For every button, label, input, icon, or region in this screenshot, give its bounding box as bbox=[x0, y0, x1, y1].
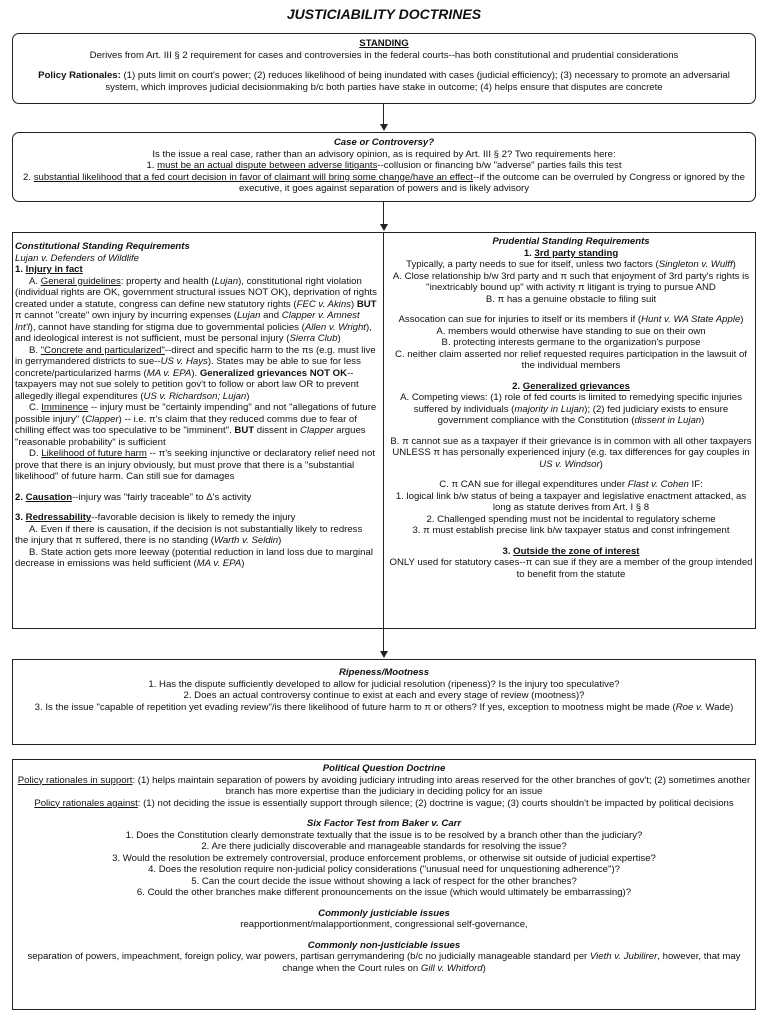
down-arrow-icon bbox=[380, 651, 388, 658]
t: Typically, a party needs to sue for itself, unless two factors ( bbox=[406, 259, 659, 270]
req-underlined: substantial likelihood that a fed court decision in favor of claimant will bring some change/have an effect bbox=[33, 171, 473, 183]
standing-heading: STANDING bbox=[359, 38, 409, 49]
against-label: Policy rationales against bbox=[34, 797, 138, 809]
case: Sierra Club bbox=[289, 333, 338, 344]
case: Singleton v. Wulff bbox=[658, 259, 733, 270]
association-b: B. protecting interests germane to the organization's purpose bbox=[441, 337, 701, 348]
label-u: Outside the zone of interest bbox=[513, 545, 640, 557]
label: D. bbox=[29, 448, 42, 459]
third-party-heading bbox=[389, 248, 753, 260]
prudential-heading: Prudential Standing Requirements bbox=[492, 236, 650, 247]
case-controversy-box bbox=[12, 132, 756, 202]
case: Lujan bbox=[214, 275, 239, 287]
association-c: C. neither claim asserted nor relief requested requires participation in the lawsuit of the individual members bbox=[395, 348, 747, 371]
redress-a bbox=[15, 524, 377, 547]
third-party-b: B. π has a genuine obstacle to filing suit bbox=[485, 293, 657, 305]
case: FEC v. Akins bbox=[296, 298, 351, 310]
constitutional-heading: Constitutional Standing Requirements bbox=[15, 241, 190, 252]
t: IF: bbox=[688, 479, 703, 490]
req-rest: --collusion or financing b/w "adverse" parties fails this test bbox=[377, 160, 622, 171]
t: ) bbox=[740, 314, 744, 325]
t: ) -- i.e. π's claim that they reduced comms due to fear of chilling effect was too speculative to be "imminent". bbox=[15, 413, 357, 436]
factor-1: 1. Does the Constitution clearly demonstrate textually that the issue is to be resolved by a branch other than the judiciary? bbox=[125, 829, 643, 841]
t: --taxpayers may not sue solely to petition gov't to follow or abort law OR to prevent allegedly illegal expenditures ( bbox=[15, 367, 359, 402]
constitutional-column bbox=[15, 241, 377, 570]
case: Lujan bbox=[236, 310, 261, 321]
label: C. bbox=[29, 402, 42, 413]
num: 1. bbox=[523, 247, 535, 259]
t: ) bbox=[599, 458, 603, 470]
grievances-c-1: 1. logical link b/w status of being a taxpayer and legislative enactment attacked, as long as statute derives from Art. I § 8 bbox=[395, 490, 747, 513]
case: Clapper bbox=[300, 425, 334, 436]
political-heading: Political Question Doctrine bbox=[322, 763, 446, 774]
label-u: Generalized grievances bbox=[522, 380, 630, 392]
redressability bbox=[15, 512, 377, 524]
third-party-a: A. Close relationship b/w 3rd party and π such that enjoyment of 3rd party's rights is "inextricably bound up" with activity π litigant is trying to pursue AND bbox=[392, 270, 750, 293]
standing-description: Derives from Art. III § 2 requirement for cases and controversies in the federal courts--has both constitutional and prudential considerations bbox=[89, 49, 679, 61]
redress-label: Redressability bbox=[25, 512, 92, 523]
non-justiciable-heading: Commonly non-justiciable issues bbox=[307, 939, 461, 951]
standing-requirements-box bbox=[12, 232, 756, 629]
t: : (1) not deciding the issue is essentially support through silence; (2) doctrine is vague; (3) courts shouldn't be impacted by political decisions bbox=[137, 797, 734, 809]
case: dissent in Lujan bbox=[634, 415, 702, 426]
case: Hunt v. WA State Apple bbox=[641, 314, 741, 325]
causation-label: Causation bbox=[25, 491, 73, 503]
factor-6: 6. Could the other branches make different pronouncements on the issue (which would ultimately be embarrassing)? bbox=[136, 887, 632, 898]
injury-b bbox=[15, 345, 377, 403]
num: 3. bbox=[502, 545, 514, 557]
policy-support bbox=[17, 775, 751, 798]
non-justiciable-text bbox=[17, 951, 751, 974]
t: Assocation can sue for injuries to itself or its members if ( bbox=[398, 314, 642, 325]
case: MA v. EPA bbox=[146, 367, 192, 379]
ripeness-heading: Ripeness/Mootness bbox=[338, 667, 430, 678]
t: A. Competing views: (1) role of fed courts is limited to remedying specific injuries suffered by individuals ( bbox=[400, 392, 742, 415]
grievances-c-2: 2. Challenged spending must not be incidental to regulatory scheme bbox=[426, 513, 716, 525]
case: Clapper bbox=[85, 413, 119, 425]
causation bbox=[15, 492, 377, 504]
six-factor-heading: Six Factor Test from Baker v. Carr bbox=[306, 818, 462, 829]
req-num: 2. bbox=[23, 171, 34, 183]
t: --direct and specific harm to the πs (e.g. must live in gerrymandered districts to sue-- bbox=[15, 344, 376, 367]
req-num: 1. bbox=[146, 160, 158, 171]
t: ) bbox=[482, 962, 486, 974]
t: ), constitutional right violation (individual rights are OK, government structural issues NOT OK), deprivation of rights created under a statute, congress can define new statutory rights ( bbox=[15, 275, 377, 310]
policy-text: (1) puts limit on court's power; (2) reduces likelihood of being inundated with cases (judicial efficiency); (3) necessary to promote an adversarial system, which improves judicial decisionmaking b/c both parties have stake in outcome; (4) helps ensure that disputes are concrete bbox=[105, 70, 730, 93]
case: Warth v. Seldin bbox=[213, 535, 279, 546]
down-arrow-icon bbox=[380, 224, 388, 231]
t: ) bbox=[732, 259, 736, 270]
t: , however, that may change when the Court rules on bbox=[282, 951, 741, 974]
political-question-box bbox=[12, 759, 756, 1010]
justiciable-heading: Commonly justiciable issues bbox=[318, 907, 450, 919]
injury-d bbox=[15, 448, 377, 483]
t: B. State action gets more leeway (potential reduction in land loss due to marginal decrease in emissions was held sufficient ( bbox=[15, 546, 373, 569]
column-divider bbox=[383, 233, 384, 628]
case-heading: Case or Controversy? bbox=[333, 137, 435, 148]
t: ) bbox=[241, 558, 245, 569]
t: π cannot "create" own injury by incurring expenses ( bbox=[15, 310, 237, 321]
connector-line bbox=[383, 104, 384, 126]
t: ) bbox=[350, 298, 357, 310]
t: dissent in bbox=[254, 425, 300, 436]
case: Roe v. bbox=[675, 701, 703, 713]
policy-against bbox=[17, 798, 751, 810]
bold: BUT bbox=[356, 298, 377, 310]
t: ) bbox=[701, 415, 705, 426]
t: B. π cannot sue as a taxpayer if their grievance is in common with all other taxpayers UNLESS π has personally experienced injury (e.g. tax differences for gay couples in bbox=[390, 435, 752, 458]
factor-4: 4. Does the resolution require non-judicial policy considerations ("unusual need for unquestioning adherence")? bbox=[148, 864, 620, 875]
t: separation of powers, impeachment, foreign policy, war powers, partisan gerrymandering (b/c no judicially manageable standard per bbox=[27, 951, 590, 962]
lujan-case: Lujan v. Defenders of Wildlife bbox=[15, 252, 139, 264]
factor-3: 3. Would the resolution be extremely controversial, produce enforcement problems, or otherwise sit outside of judicial expertise? bbox=[112, 852, 656, 864]
factor-5: 5. Can the court decide the issue without showing a lack of respect for the other branches? bbox=[191, 875, 577, 887]
t: 3. Is the issue "capable of repetition yet evading review"/is there likelihood of future harm to π or others? If yes, exception to mootness might be made ( bbox=[34, 701, 676, 713]
t: ) bbox=[246, 390, 250, 402]
factor-2: 2. Are there judicially discoverable and manageable standards for resolving the issue? bbox=[201, 841, 567, 852]
t: -- π's seeking injunctive or declaratory relief need not prove that there is an injury obviously, but must prove that there is a "substantial likelihood" of future harm. Can still sue for damages bbox=[15, 448, 376, 482]
ripeness-q1: 1. Has the dispute sufficiently developed to allow for judicial resolution (ripeness)? Is the injury too speculative? bbox=[148, 678, 620, 690]
connector-line bbox=[383, 202, 384, 226]
case-requirement-2 bbox=[23, 172, 745, 195]
req-underlined: must be an actual dispute between adverse litigants bbox=[157, 160, 378, 171]
t: --favorable decision is likely to remedy the injury bbox=[91, 512, 296, 523]
ripeness-q2: 2. Does an actual controversy continue to exist at each and every stage of review (mootness)? bbox=[183, 690, 585, 701]
case: Allen v. Wright bbox=[304, 321, 366, 333]
case: US v. Hays bbox=[160, 356, 208, 367]
t: --injury was "fairly traceable" to Δ's activity bbox=[72, 491, 252, 503]
injury-c bbox=[15, 402, 377, 448]
t: ), and ideological interest is not sufficient, must be personal injury ( bbox=[15, 321, 372, 344]
association-intro bbox=[389, 314, 753, 326]
redress-b bbox=[15, 547, 377, 570]
label-u: 3rd party standing bbox=[534, 247, 619, 259]
case: US v. Windsor bbox=[539, 458, 600, 470]
t: : property and health ( bbox=[120, 275, 215, 287]
case-requirement-1 bbox=[23, 160, 745, 172]
zone-of-interest-text: ONLY used for statutory cases--π can sue if they are a member of the group intended to benefit from the statute bbox=[389, 557, 753, 580]
injury-label: Injury in fact bbox=[25, 264, 83, 275]
support-label: Policy rationales in support bbox=[17, 774, 133, 786]
down-arrow-icon bbox=[380, 124, 388, 131]
num: 2. bbox=[15, 491, 26, 503]
ripeness-q3 bbox=[17, 702, 751, 714]
injury-heading bbox=[15, 264, 377, 276]
t: ) bbox=[278, 535, 282, 546]
grievances-b bbox=[389, 436, 753, 471]
label-u: General guidelines bbox=[40, 275, 121, 287]
label-u: Imminence bbox=[41, 402, 89, 413]
num: 1. bbox=[15, 264, 26, 275]
association-a: A. members would otherwise have standing to sue on their own bbox=[436, 325, 706, 337]
prudential-column bbox=[389, 236, 753, 580]
policy-label: Policy Rationales: bbox=[38, 70, 121, 81]
grievances-c-3: 3. π must establish precise link b/w taxpayer status and const infringement bbox=[412, 525, 730, 536]
t: argues "reasonable probability" is sufficient bbox=[15, 425, 366, 448]
t: ), cannot have standing for stigma due to governmental policies ( bbox=[29, 321, 305, 333]
case: Gill v. Whitford bbox=[420, 962, 483, 974]
label: B. bbox=[29, 344, 41, 356]
case: MA v. EPA bbox=[196, 558, 242, 569]
t: : (1) helps maintain separation of powers by avoiding judiciary intruding into areas reserved for the other branches of gov't; (2) sometimes another branch has more expertise than the judiciary in deciding policy for an issue bbox=[132, 774, 751, 797]
t: and bbox=[260, 310, 282, 321]
standing-box bbox=[12, 33, 756, 104]
t: ); (2) fed judiciary exists to ensure government compliance with the Constitution ( bbox=[437, 403, 729, 426]
t: A. Even if there is causation, if the decision is not substantially likely to redress the injury that π suffered, there is no standing ( bbox=[15, 523, 363, 546]
bold: BUT bbox=[234, 425, 255, 436]
t: -- injury must be "certainly impending" and not "allegations of future possible injury" ( bbox=[15, 402, 377, 425]
generalized-grievances-heading bbox=[389, 381, 753, 393]
third-party-intro bbox=[389, 259, 753, 271]
t: ) bbox=[337, 333, 341, 344]
case: Flast v. Cohen bbox=[627, 479, 689, 490]
grievances-c bbox=[389, 479, 753, 491]
grievances-a bbox=[389, 392, 753, 427]
connector-line bbox=[383, 629, 384, 653]
bold: Generalized grievances NOT OK bbox=[199, 367, 348, 379]
t: Wade) bbox=[702, 701, 734, 713]
injury-a bbox=[15, 276, 377, 345]
standing-policy bbox=[23, 70, 745, 93]
ripeness-mootness-box bbox=[12, 659, 756, 745]
case: Vieth v. Jubilirer bbox=[589, 951, 658, 962]
case: US v. Richardson; Lujan bbox=[143, 390, 247, 402]
zone-of-interest-heading bbox=[389, 546, 753, 558]
t: ). bbox=[191, 367, 200, 379]
case-intro: Is the issue a real case, rather than an advisory opinion, as is required by Art. III § 2? Two requirements here: bbox=[152, 148, 616, 160]
num: 3. bbox=[15, 512, 26, 523]
page-title: JUSTICIABILITY DOCTRINES bbox=[286, 6, 482, 22]
req-rest: --if the outcome can be overruled by Congress or ignored by the executive, it goes against separation of powers and is likely advisory bbox=[238, 171, 745, 194]
label-u: Likelihood of future harm bbox=[41, 448, 147, 459]
case: majority in Lujan bbox=[514, 403, 585, 415]
label-u: "Concrete and particularized" bbox=[40, 344, 165, 356]
t: C. π CAN sue for illegal expenditures under bbox=[439, 479, 628, 490]
t: ). States may be able to sue for less concrete/particularized harms ( bbox=[15, 356, 361, 379]
justiciable-text: reapportionment/malapportionment, congressional self-governance, bbox=[240, 919, 528, 930]
case: Clapper v. Amnest Int'l bbox=[15, 310, 360, 333]
num: 2. bbox=[512, 380, 523, 392]
label: A. bbox=[29, 275, 41, 287]
